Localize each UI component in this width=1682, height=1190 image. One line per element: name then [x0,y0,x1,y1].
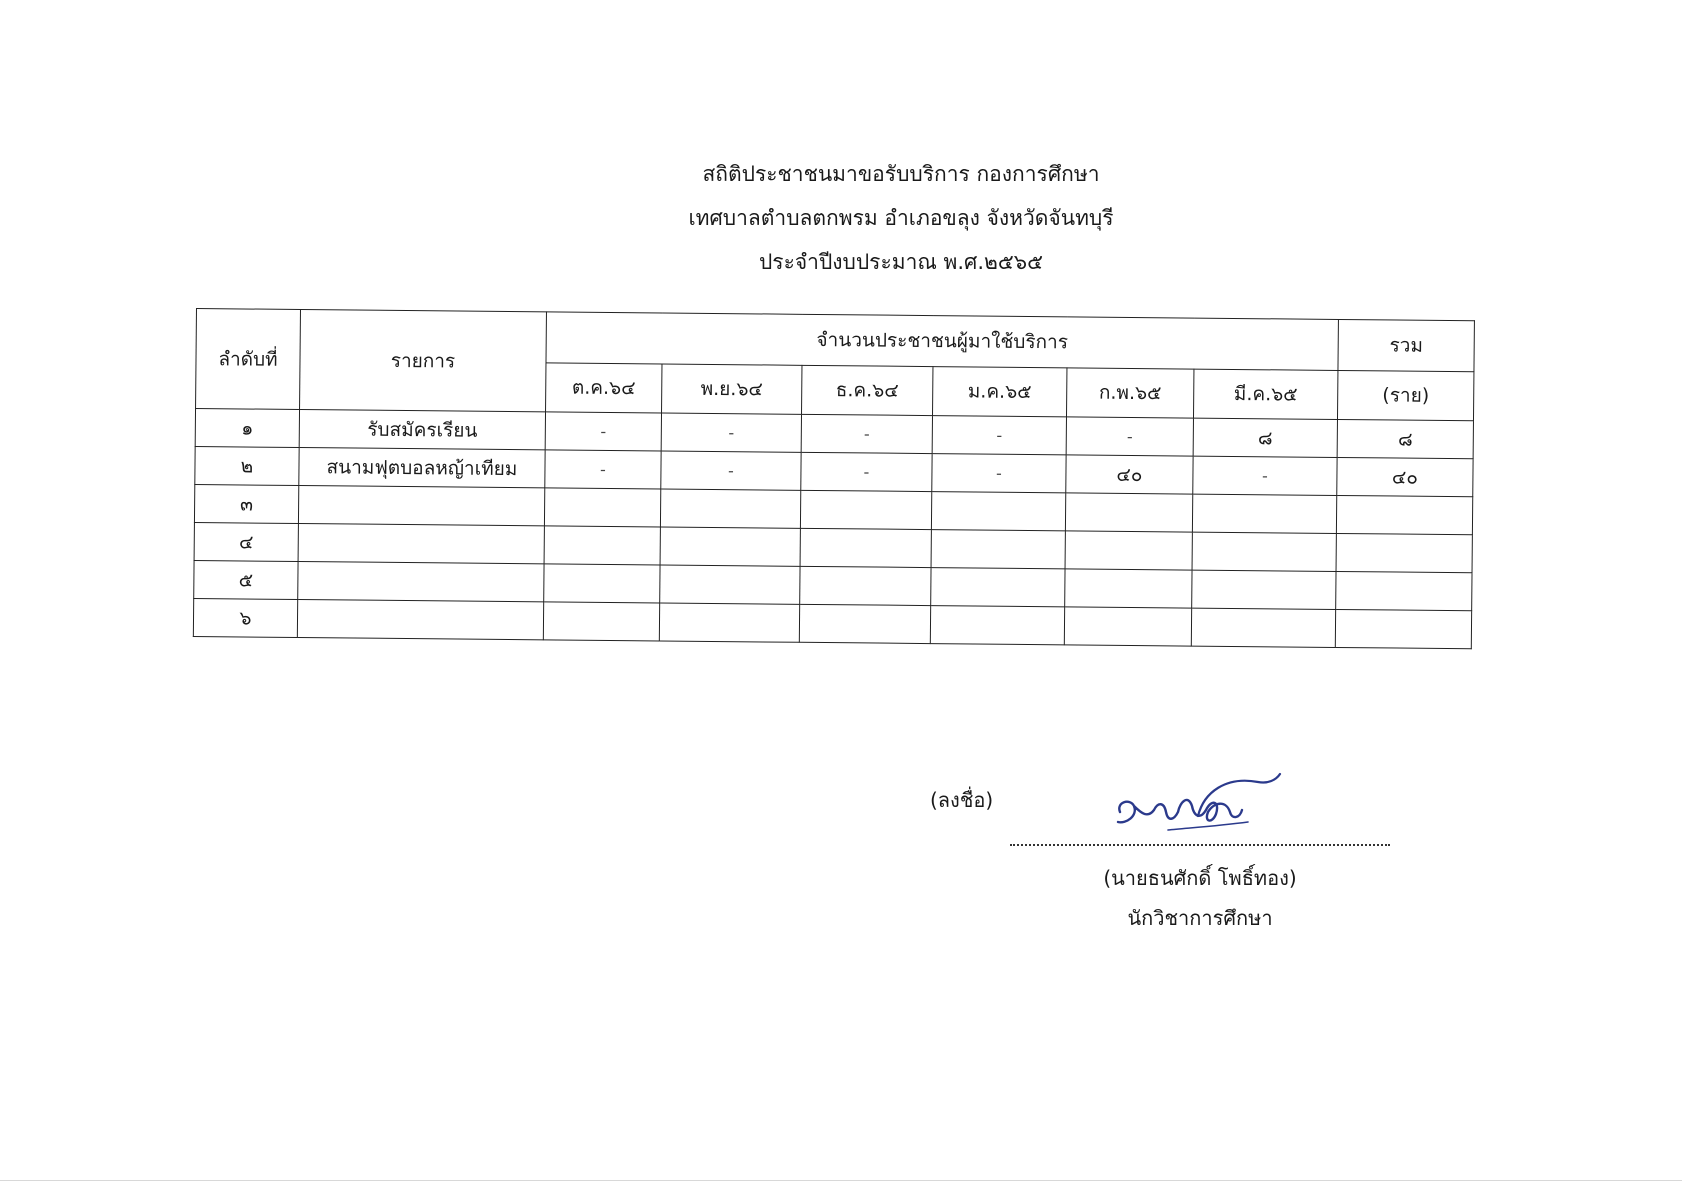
row-value [544,488,660,527]
header-month: ก.พ.๖๕ [1066,368,1193,418]
row-item [298,485,544,525]
document-header [0,152,1682,284]
header-month: พ.ย.๖๔ [662,364,802,414]
row-value: - [661,413,801,452]
row-value [1064,607,1191,646]
row-value [544,526,660,565]
row-value: ๘ [1193,418,1337,457]
row-value [543,602,659,641]
signature-dotted-line [1010,844,1390,846]
row-value [930,606,1064,645]
header-month: ธ.ค.๖๔ [802,365,933,415]
header-service-count: จำนวนประชาชนผู้มาใช้บริการ [546,312,1338,371]
row-item [297,599,543,639]
row-value [799,604,930,643]
row-value: - [661,451,801,490]
row-total [1335,609,1471,648]
row-value [1065,569,1192,608]
row-value: - [801,452,932,491]
row-value [931,530,1065,569]
row-value: - [932,454,1066,493]
row-number: ๔ [194,522,298,561]
signer-name: (นายธนศักดิ์ โพธิ์ทอง) [1103,866,1297,890]
header-total-bottom: (ราย) [1338,370,1474,420]
header-item: รายการ [300,310,547,412]
row-value [544,564,660,603]
row-value: - [932,416,1066,455]
row-item: รับสมัครเรียน [299,409,545,449]
row-value [1192,532,1336,571]
header-total-top: รวม [1338,319,1474,371]
scan-edge-line [0,1180,1682,1181]
handwritten-signature [1108,772,1288,842]
header-month: ม.ค.๖๕ [933,367,1067,417]
signer-position: นักวิชาการศึกษา [1127,906,1273,930]
row-value [1065,493,1192,532]
row-value [800,490,931,529]
title-line-2: เทศบาลตำบลตกพรม อำเภอขลุง จังหวัดจันทบุรี [688,206,1114,230]
row-total [1336,495,1472,534]
row-value [1191,608,1335,647]
row-item [298,561,544,601]
title-line-1: สถิติประชาชนมาขอรับบริการ กองการศึกษา [702,162,1100,186]
header-no: ลำดับที่ [196,309,301,410]
row-value: - [545,450,661,489]
row-value [931,568,1065,607]
row-total [1336,571,1472,610]
row-value [800,566,931,605]
row-number: ๕ [194,560,298,599]
row-value [659,603,799,642]
row-value: - [1193,456,1337,495]
row-value [660,489,800,528]
row-total: ๔๐ [1337,457,1473,496]
row-value: - [801,414,932,453]
row-value: ๔๐ [1066,455,1193,494]
header-month: ต.ค.๖๔ [546,363,662,413]
statistics-table-wrapper [193,308,1474,649]
row-value [1192,570,1336,609]
row-total [1336,533,1472,572]
row-item [298,523,544,563]
row-value: - [545,412,661,451]
row-value [660,565,800,604]
signature-block [930,780,1490,940]
row-value [660,527,800,566]
row-number: ๑ [195,409,299,448]
row-number: ๓ [194,484,298,523]
row-value [1192,494,1336,533]
row-value [800,528,931,567]
row-number: ๒ [195,446,299,485]
statistics-table [193,308,1475,649]
row-value [931,492,1065,531]
row-number: ๖ [193,598,297,637]
header-month: มี.ค.๖๕ [1193,369,1338,419]
sign-label: (ลงชื่อ) [930,788,994,812]
row-value: - [1066,417,1193,456]
row-value [1065,531,1192,570]
row-total: ๘ [1337,419,1473,458]
title-line-3: ประจำปีงบประมาณ พ.ศ.๒๕๖๕ [758,250,1044,274]
row-item: สนามฟุตบอลหญ้าเทียม [299,447,545,487]
